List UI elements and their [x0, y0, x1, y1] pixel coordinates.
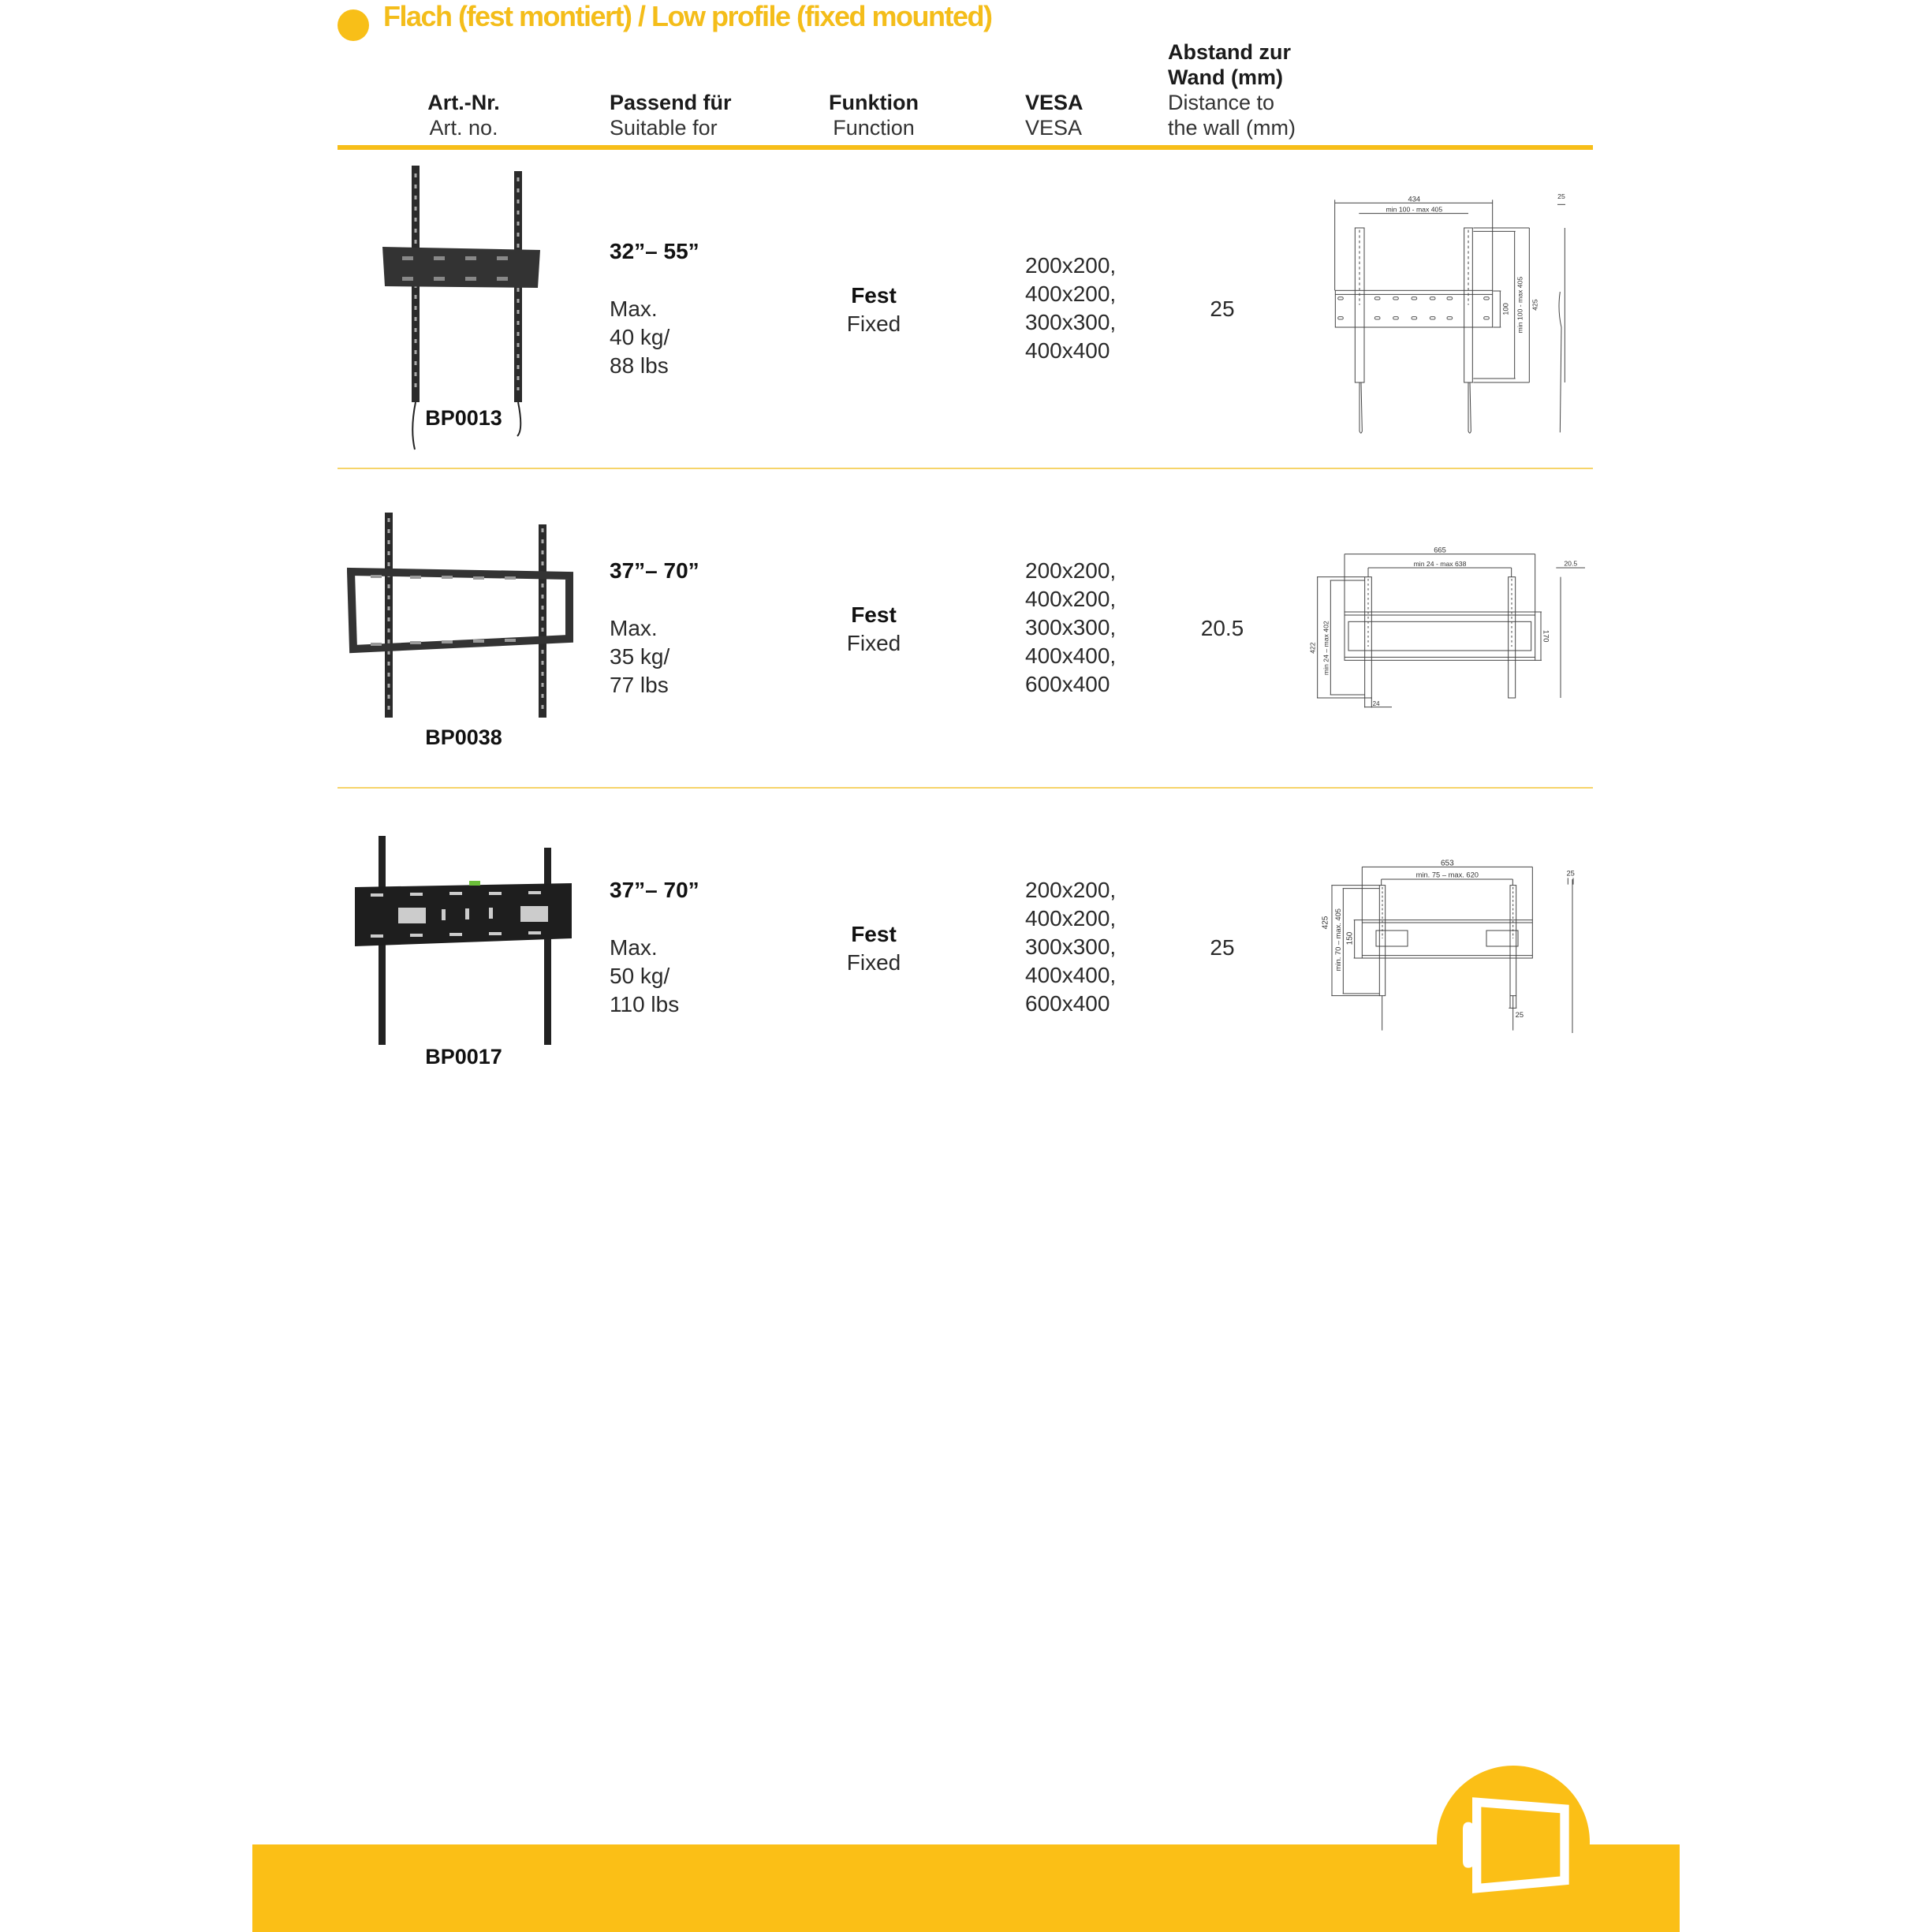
vesa-item: 300x300,	[1025, 310, 1117, 334]
header-suitable-de: Passend für	[610, 91, 732, 114]
vesa-item: 200x200,	[1025, 558, 1117, 583]
row-divider	[338, 468, 1593, 469]
header-vesa-de: VESA	[1025, 91, 1083, 114]
max-label: Max.	[610, 616, 658, 640]
max-label: Max.	[610, 297, 658, 321]
weight-kg: 40 kg/	[610, 325, 670, 349]
header-function	[829, 90, 919, 140]
vesa-item: 400x200,	[1025, 587, 1117, 611]
dim-width: 653	[1440, 859, 1454, 868]
max-load	[610, 295, 669, 380]
vesa-item: 400x400,	[1025, 643, 1117, 668]
function	[847, 920, 901, 977]
section-title: Flach (fest montiert) / Low profile (fixed mounted)	[383, 0, 992, 32]
header-suitable	[610, 90, 732, 140]
function-de: Fest	[851, 602, 897, 627]
weight-lbs: 77 lbs	[610, 673, 669, 697]
dim-height: 422	[1308, 642, 1317, 654]
art-no: BP0038	[425, 725, 502, 749]
product-image-bp0017	[347, 832, 576, 1049]
header-distance-de-1: Abstand zur	[1168, 40, 1292, 64]
header-art-no-de: Art.-Nr.	[427, 91, 500, 114]
function-en: Fixed	[846, 311, 901, 336]
product-image-bp0038	[347, 509, 576, 722]
dim-rail-span: min. 75 – max. 620	[1415, 871, 1479, 879]
technical-drawing-bp0038	[1301, 536, 1601, 725]
header-function-en: Function	[833, 116, 915, 140]
row-divider	[338, 787, 1593, 789]
header-vesa	[1025, 90, 1083, 140]
header-distance-de-2: Wand (mm)	[1168, 65, 1283, 89]
dim-plate-height: 170	[1542, 629, 1550, 643]
vesa-item: 600x400	[1025, 672, 1110, 696]
vesa-item: 300x300,	[1025, 934, 1117, 959]
function	[847, 282, 901, 338]
weight-lbs: 110 lbs	[610, 992, 680, 1016]
function-de: Fest	[851, 922, 897, 946]
function	[847, 601, 901, 658]
dim-height: 425	[1531, 299, 1539, 311]
vesa-item: 400x400,	[1025, 963, 1117, 987]
vesa-item: 400x200,	[1025, 906, 1117, 931]
header-suitable-en: Suitable for	[610, 116, 718, 140]
vesa-item: 400x400	[1025, 338, 1110, 363]
dim-rail-range: min. 70 – max. 405	[1334, 908, 1342, 972]
size-range	[610, 876, 699, 904]
dim-rail-range: min 24 – max 402	[1322, 621, 1330, 676]
dim-rail-range: min 100 - max 405	[1516, 276, 1524, 334]
section-bullet-icon	[338, 9, 369, 41]
size-range-text: 37”– 70”	[610, 558, 699, 583]
dim-rail-width: 24	[1372, 700, 1380, 707]
header-art-no-en: Art. no.	[429, 116, 498, 140]
dim-width: 665	[1434, 546, 1446, 554]
art-no: BP0013	[425, 406, 502, 430]
vesa-item: 200x200,	[1025, 253, 1117, 278]
function-en: Fixed	[846, 950, 901, 975]
size-range	[610, 557, 699, 585]
dim-depth: 25	[1557, 192, 1565, 200]
weight-kg: 35 kg/	[610, 644, 670, 669]
max-label: Max.	[610, 935, 658, 960]
weight-kg: 50 kg/	[610, 964, 670, 988]
dim-width: 434	[1408, 195, 1421, 203]
technical-drawing-bp0013	[1301, 173, 1601, 457]
wall-distance: 25	[1210, 935, 1235, 960]
vesa-item: 600x400	[1025, 991, 1110, 1016]
art-no: BP0017	[425, 1045, 502, 1069]
vesa-item: 400x200,	[1025, 282, 1117, 306]
header-distance-en-1: Distance to	[1168, 91, 1275, 114]
function-en: Fixed	[846, 631, 901, 655]
size-range-text: 37”– 70”	[610, 878, 699, 902]
wall-mount-tv-icon	[1419, 1751, 1609, 1932]
wall-distance: 25	[1210, 297, 1235, 321]
header-art-no	[427, 90, 500, 140]
dim-rail-width: 25	[1515, 1011, 1524, 1019]
header-distance-en-2: the wall (mm)	[1168, 116, 1296, 140]
dim-height: 425	[1321, 916, 1330, 930]
vesa-item: 300x300,	[1025, 615, 1117, 640]
vesa-list	[1025, 557, 1116, 699]
dim-plate-height: 150	[1345, 931, 1355, 945]
technical-drawing-bp0017	[1301, 852, 1601, 1041]
header-distance	[1168, 39, 1296, 140]
header-vesa-en: VESA	[1025, 116, 1083, 140]
weight-lbs: 88 lbs	[610, 353, 669, 378]
vesa-item: 200x200,	[1025, 878, 1117, 902]
dim-depth: 20.5	[1564, 559, 1578, 568]
vesa-list	[1025, 876, 1116, 1018]
dim-depth: 25	[1566, 869, 1575, 878]
header-function-de: Funktion	[829, 91, 919, 114]
max-load	[610, 934, 679, 1019]
wall-distance: 20.5	[1200, 616, 1244, 640]
dim-rail-span: min 100 - max 405	[1386, 205, 1443, 214]
dim-rail-span: min 24 - max 638	[1413, 560, 1467, 568]
max-load	[610, 614, 669, 699]
function-de: Fest	[851, 283, 897, 308]
header-divider	[338, 145, 1593, 150]
vesa-list	[1025, 252, 1116, 365]
size-range-text: 32”– 55”	[610, 239, 699, 263]
size-range	[610, 237, 699, 266]
dim-plate-height: 100	[1501, 303, 1510, 315]
